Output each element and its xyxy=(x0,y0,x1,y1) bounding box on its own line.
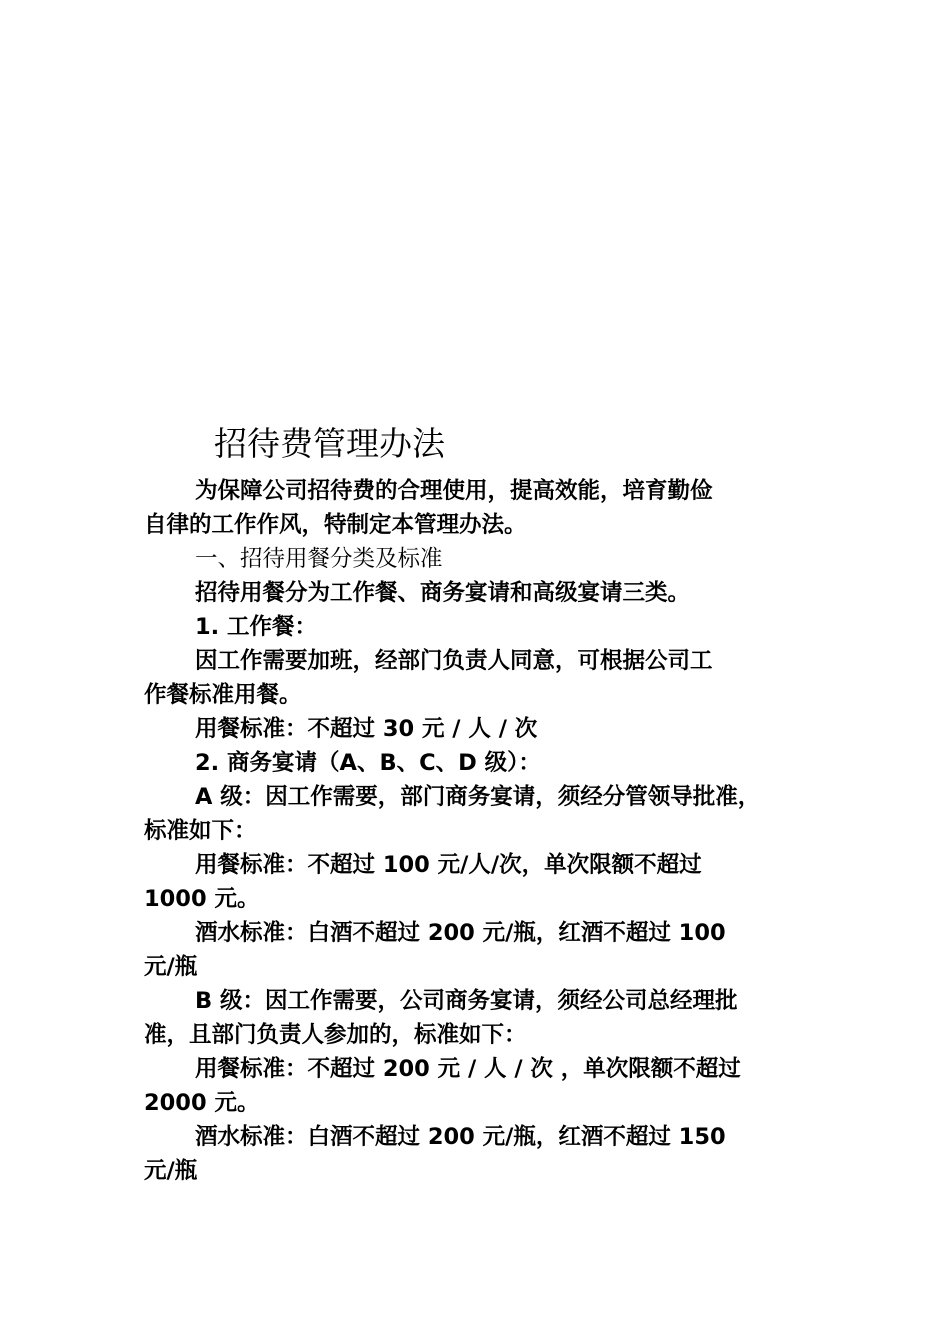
paragraph-line: 1. 工作餐： xyxy=(195,614,318,640)
paragraph-line: 因工作需要加班，经部门负责人同意，可根据公司工 xyxy=(195,648,713,674)
paragraph-line: 自律的工作作风，特制定本管理办法。 xyxy=(144,512,527,538)
paragraph-line: 元/瓶 xyxy=(144,1158,198,1184)
paragraph-line: B 级：因工作需要，公司商务宴请，须经公司总经理批 xyxy=(195,988,738,1014)
paragraph-line: 标准如下： xyxy=(144,818,257,844)
paragraph-line: 用餐标准：不超过 200 元 / 人 / 次 ，单次限额不超过 xyxy=(195,1056,741,1082)
paragraph-line: 招待用餐分为工作餐、商务宴请和高级宴请三类。 xyxy=(195,580,691,606)
paragraph-line: 为保障公司招待费的合理使用，提高效能，培育勤俭 xyxy=(195,478,713,504)
paragraph-line: 2000 元。 xyxy=(144,1090,260,1116)
paragraph-line: 酒水标准：白酒不超过 200 元/瓶，红酒不超过 150 xyxy=(195,1124,726,1150)
paragraph-line: 用餐标准：不超过 30 元 / 人 / 次 xyxy=(195,716,538,742)
paragraph-line: 准，且部门负责人参加的，标准如下： xyxy=(144,1022,527,1048)
paragraph-line: 1000 元。 xyxy=(144,886,260,912)
paragraph-line: 用餐标准：不超过 100 元/人/次，单次限额不超过 xyxy=(195,852,702,878)
section-heading: 一、招待用餐分类及标准 xyxy=(195,546,443,572)
document-title: 招待费管理办法 xyxy=(214,424,445,463)
document-body xyxy=(144,474,828,1188)
paragraph-line: 元/瓶 xyxy=(144,954,198,980)
paragraph-line: 2. 商务宴请（A、B、C、D 级）： xyxy=(195,750,541,776)
paragraph-line: 酒水标准：白酒不超过 200 元/瓶，红酒不超过 100 xyxy=(195,920,726,946)
paragraph-line: A 级：因工作需要，部门商务宴请，须经分管领导批准， xyxy=(195,784,761,810)
paragraph-line: 作餐标准用餐。 xyxy=(144,682,302,708)
